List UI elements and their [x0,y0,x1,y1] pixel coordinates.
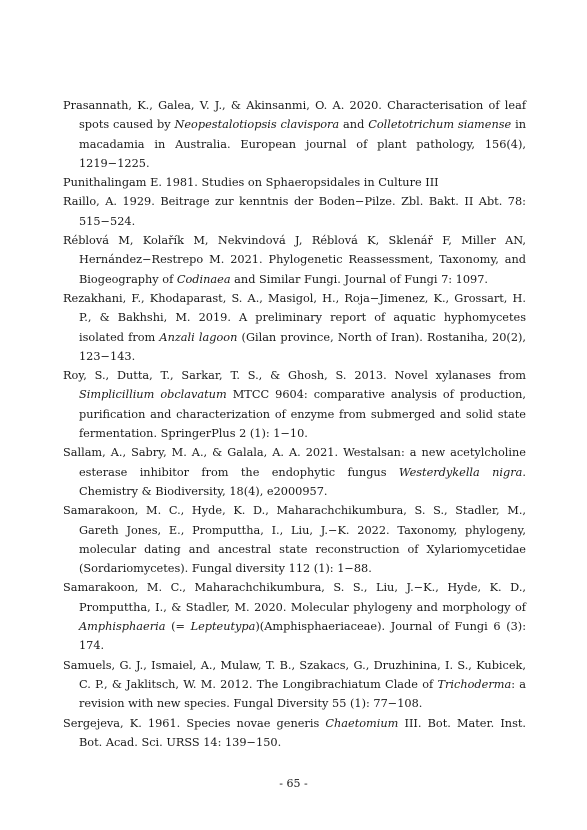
reference-italic-text: Simplicillium obclavatum [79,388,227,402]
reference-text: Punithalingam E. 1981. Studies on Sphaeropsidales in Culture III [63,176,439,190]
reference-text: and Similar Fungi. Journal of Fungi 7: 1097. [230,272,488,286]
reference-entry [63,714,526,753]
reference-italic-text: Westerdykella nigra [398,465,523,479]
reference-entry [63,656,526,714]
reference-text: Sallam, A., Sabry, M. A., & Galala, A. A. 2021. Westalsan: a new acetylcholine esterase inhibitor from the endophytic fungus [63,446,526,479]
reference-entry [63,289,526,366]
page-number: - 65 - [279,777,308,790]
reference-italic-text: Codinaea [176,272,231,286]
reference-italic-text: Neopestalotiopsis clavispora [174,118,340,132]
reference-text: Réblová M, Kolařík M, Nekvindová J, Réblová K, Sklenář F, Miller AN, Hernández−Restrepo M. 2021. Phylogenetic Reassessment, Taxonomy, and Biogeography of [63,234,526,286]
reference-text: Sergejeva, K. 1961. Species novae generis [63,716,326,730]
reference-entry [63,578,526,655]
reference-entry [63,366,526,443]
reference-italic-text: Amphisphaeria [79,620,166,634]
reference-italic-text: Colletotrichum siamense [368,118,512,132]
reference-italic-text: Lepteutypa [190,620,256,634]
reference-entry [63,231,526,289]
reference-entry [63,192,526,231]
reference-entry [63,443,526,501]
reference-text: Raillo, A. 1929. Beitrage zur kenntnis der Boden−Pilze. Zbl. Bakt. II Abt. 78: 515−524. [63,195,526,228]
reference-text: Samarakoon, M. C., Hyde, K. D., Maharachchikumbura, S. S., Stadler, M., Gareth Jones, E., Promputtha, I., Liu, J.−K. 2022. Taxonomy, phylogeny, molecular dating and ancestral state reconstruction of Xylariomycetidae (Sordariomycetes). Fungal diversity 112 (1): 1−88. [63,504,526,576]
reference-italic-text: Chaetomium [325,716,399,730]
reference-text: Samuels, G. J., Ismaiel, A., Mulaw, T. B., Szakacs, G., Druzhinina, I. S., Kubicek, C. P., & Jaklitsch, W. M. 2012. The Longibrachiatum Clade of [63,658,526,691]
reference-text: (Gilan province, North of Iran). Rostaniha, 20(2), 123−143. [79,330,527,363]
reference-text: Roy, S., Dutta, T., Sarkar, T. S., & Ghosh, S. 2013. Novel xylanases from [63,369,526,383]
reference-italic-text: Anzali lagoon [159,330,238,344]
reference-entry [63,96,526,173]
reference-text: (= [165,620,191,634]
reference-text: Rezakhani, F., Khodaparast, S. A., Masigol, H., Roja−Jimenez, K., Grossart, H. P., & Bakhshi, M. 2019. A preliminary report of aquatic hyphomycetes isolated from [63,291,526,344]
reference-text: MTCC 9604: comparative analysis of production, purification and characterization of enzyme from submerged and solid state fermentation. SpringerPlus 2 (1): 1−10. [79,388,526,441]
reference-text: III. Bot. Mater. Inst. Bot. Acad. Sci. URSS 14: 139−150. [79,716,527,749]
reference-text: Prasannath, K., Galea, V. J., & Akinsanmi, O. A. 2020. Characterisation of leaf spots caused by [63,99,526,132]
reference-text: in macadamia in Australia. European journal of plant pathology, 156(4), 1219−1225. [79,118,526,170]
reference-entry [63,173,526,192]
reference-entry [63,501,526,578]
reference-italic-text: Trichoderma [437,677,512,691]
reference-list [63,96,526,752]
reference-text: and [339,118,369,132]
reference-text: )(Amphisphaeriaceae). Journal of Fungi 6 (3): 174. [79,620,526,653]
reference-text: : a revision with new species. Fungal Diversity 55 (1): 77−108. [79,677,526,711]
reference-text: . Chemistry & Biodiversity, 18(4), e2000957. [79,465,526,498]
reference-text: Samarakoon, M. C., Maharachchikumbura, S. S., Liu, J.−K., Hyde, K. D., Promputtha, I., & Stadler, M. 2020. Molecular phylogeny and morphology of [63,581,526,614]
